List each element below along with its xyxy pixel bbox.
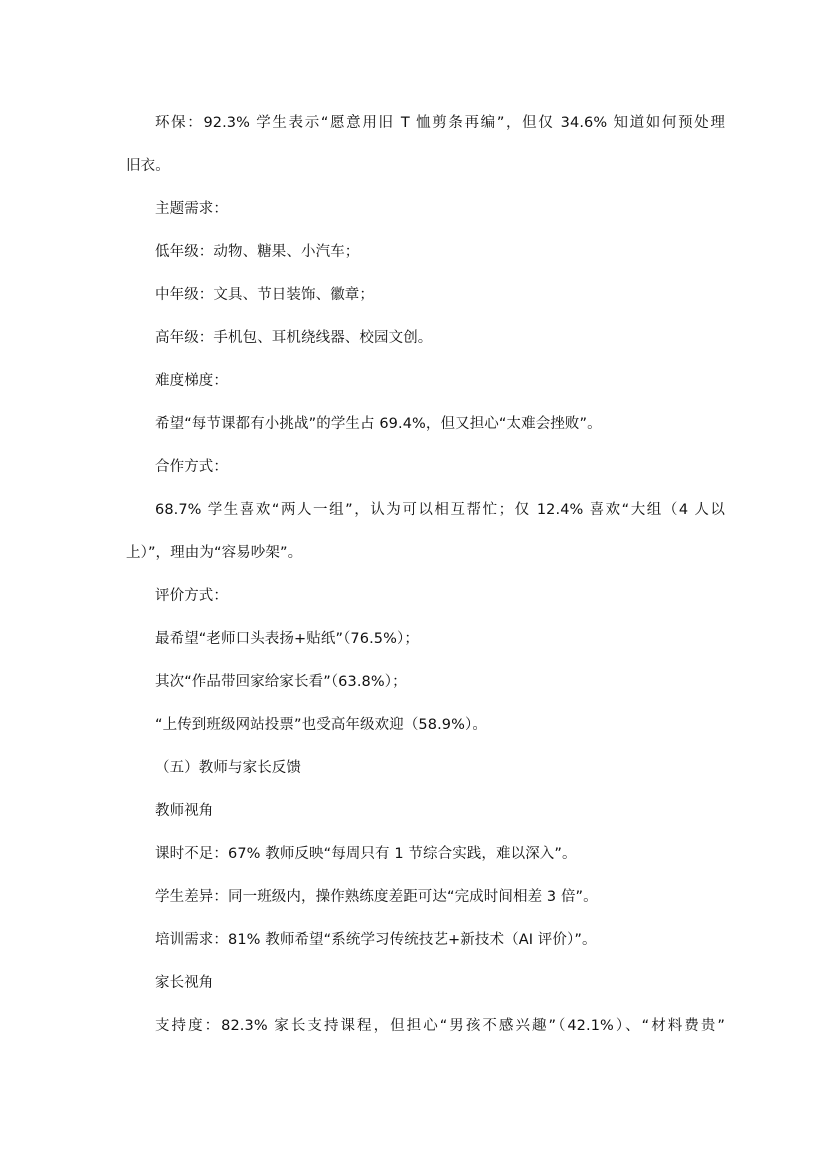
list-item-middle-grade: 中年级：文具、节日装饰、徽章； xyxy=(155,287,374,303)
heading-difficulty: 难度梯度： xyxy=(155,373,228,389)
heading-cooperation: 合作方式： xyxy=(155,459,228,475)
paragraph-parent-support: 支持度：82.3% 家长支持课程，但担心“男孩不感兴趣”（42.1%）、“材料费贵” xyxy=(155,1018,725,1034)
heading-theme-needs: 主题需求： xyxy=(155,201,228,217)
paragraph-environment-line1: 环保：92.3% 学生表示“愿意用旧 T 恤剪条再编”，但仅 34.6% 知道如何预处理 xyxy=(155,115,725,131)
heading-parent-view: 家长视角 xyxy=(155,975,214,991)
list-item-lower-grade: 低年级：动物、糖果、小汽车； xyxy=(155,244,360,260)
list-item-evaluation-3: “上传到班级网站投票”也受高年级欢迎（58.9%）。 xyxy=(155,717,487,733)
paragraph-cooperation-line2: 上）”，理由为“容易吵架”。 xyxy=(126,545,303,561)
heading-teacher-view: 教师视角 xyxy=(155,803,214,819)
list-item-upper-grade: 高年级：手机包、耳机绕线器、校园文创。 xyxy=(155,330,433,346)
heading-evaluation: 评价方式： xyxy=(155,588,228,604)
paragraph-teacher-training: 培训需求：81% 教师希望“系统学习传统技艺+新技术（AI 评价）”。 xyxy=(155,932,597,948)
section-heading-feedback: （五）教师与家长反馈 xyxy=(155,760,301,776)
paragraph-teacher-difference: 学生差异：同一班级内，操作熟练度差距可达“完成时间相差 3 倍”。 xyxy=(155,889,598,905)
paragraph-environment-line2: 旧衣。 xyxy=(126,158,170,174)
paragraph-cooperation-line1: 68.7% 学生喜欢“两人一组”，认为可以相互帮忙；仅 12.4% 喜欢“大组（4 人以 xyxy=(155,502,725,518)
paragraph-difficulty: 希望“每节课都有小挑战”的学生占 69.4%，但又担心“太难会挫败”。 xyxy=(155,416,602,432)
list-item-evaluation-2: 其次“作品带回家给家长看”（63.8%）； xyxy=(155,674,407,690)
list-item-evaluation-1: 最希望“老师口头表扬+贴纸”（76.5%）； xyxy=(155,631,419,647)
paragraph-teacher-hours: 课时不足：67% 教师反映“每周只有 1 节综合实践，难以深入”。 xyxy=(155,846,577,862)
